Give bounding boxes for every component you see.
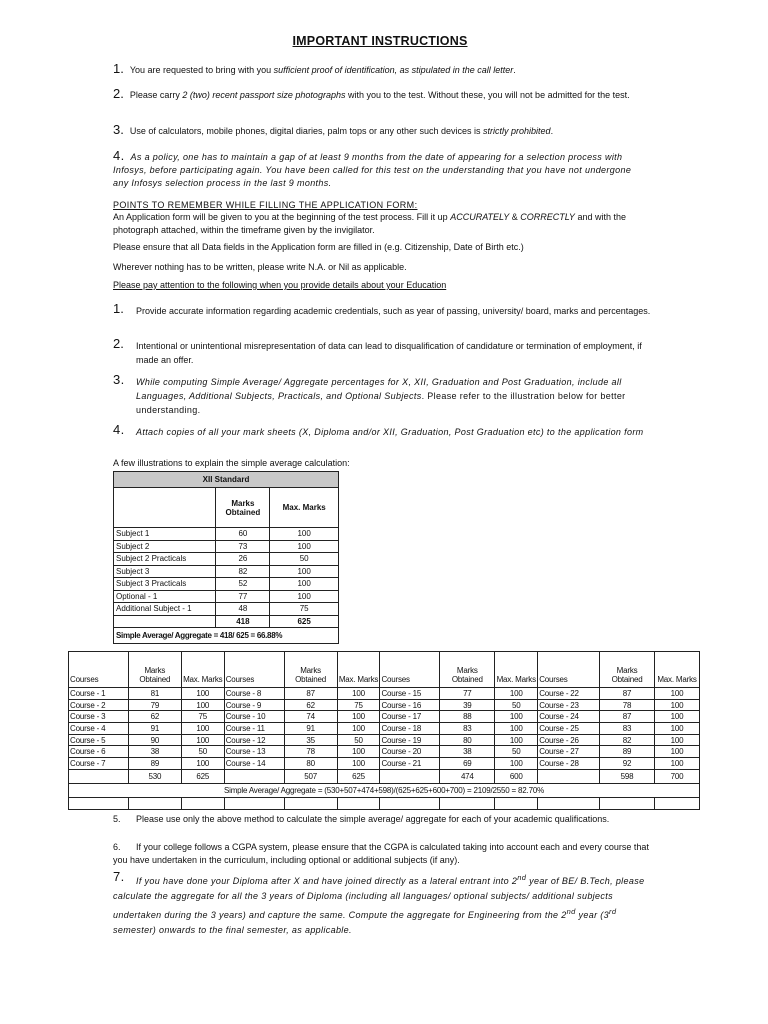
courses-aggregate-formula: Simple Average/ Aggregate = (530+507+474+598)/(625+625+600+700) = 2109/2550 = 82.70% bbox=[69, 783, 700, 797]
marks-obtained-cell: 78 bbox=[284, 746, 337, 758]
max-marks-cell: 100 bbox=[337, 723, 380, 735]
page-title: IMPORTANT INSTRUCTIONS bbox=[292, 34, 468, 48]
max-marks-cell: 100 bbox=[181, 758, 224, 770]
marks-obtained-cell: 77 bbox=[440, 688, 495, 700]
education-item-3: 3. While computing Simple Average/ Aggregate percentages for X, XII, Graduation and Post Graduation, include all Languages, Additional Subjects, Practicals, and Optional Subjects. Please refer to the illustration below for better understanding. bbox=[113, 372, 626, 415]
table-row: Additional Subject - 1 48 75 bbox=[114, 603, 339, 616]
course-name-cell: Course - 15 bbox=[380, 688, 440, 700]
instruction-4: 4. As a policy, one has to maintain a gap of at least 9 months from the date of appearing for a selection process with Infosys, before participating again. You have been called for this test on the understanding that you have not undergone any Infosys selection process in the last 9 months. bbox=[113, 148, 632, 188]
table-row bbox=[69, 723, 700, 735]
table-row bbox=[69, 711, 700, 723]
max-marks-cell: 50 bbox=[337, 734, 380, 746]
col-header-max: Max. Marks bbox=[270, 488, 339, 528]
form-line-1: An Application form will be given to you at the beginning of the test process. Fill it up ACCURATELY & CORRECTLY and with the photograph attached, within the timeframe given by the invigilator. bbox=[113, 212, 626, 235]
illustration-intro: A few illustrations to explain the simple average calculation: bbox=[113, 458, 350, 468]
course-name-cell: Course - 9 bbox=[224, 699, 284, 711]
marks-obtained-cell: 69 bbox=[440, 758, 495, 770]
table-row: Subject 2 Practicals 26 50 bbox=[114, 553, 339, 566]
max-marks-cell: 100 bbox=[495, 734, 538, 746]
max-marks-cell: 75 bbox=[337, 699, 380, 711]
max-marks-cell: 100 bbox=[655, 734, 700, 746]
form-line-3: Wherever nothing has to be written, please write N.A. or Nil as applicable. bbox=[113, 262, 407, 272]
max-marks-cell: 100 bbox=[655, 746, 700, 758]
max-marks-cell: 50 bbox=[495, 699, 538, 711]
note-5: 5. Please use only the above method to calculate the simple average/ aggregate for each of your academic qualifications. bbox=[113, 814, 610, 824]
marks-obtained-cell: 80 bbox=[284, 758, 337, 770]
marks-obtained-cell: 87 bbox=[600, 688, 655, 700]
course-name-cell: Course - 14 bbox=[224, 758, 284, 770]
marks-obtained-cell: 81 bbox=[128, 688, 181, 700]
marks-obtained-cell: 39 bbox=[440, 699, 495, 711]
max-marks-cell: 100 bbox=[181, 734, 224, 746]
max-marks-cell: 100 bbox=[337, 711, 380, 723]
max-marks-cell: 100 bbox=[337, 758, 380, 770]
course-name-cell: Course - 8 bbox=[224, 688, 284, 700]
marks-obtained-cell: 91 bbox=[128, 723, 181, 735]
table-row bbox=[69, 758, 700, 770]
max-marks-cell: 100 bbox=[655, 688, 700, 700]
xii-aggregate-formula: Simple Average/ Aggregate = 418/ 625 = 66.88% bbox=[114, 628, 339, 644]
max-marks-cell: 50 bbox=[181, 746, 224, 758]
instruction-number: 2. bbox=[113, 86, 124, 101]
instruction-3: 3. Use of calculators, mobile phones, digital diaries, palm tops or any other such devices is strictly prohibited. bbox=[113, 122, 554, 137]
instruction-number: 1. bbox=[113, 61, 124, 76]
marks-obtained-cell: 80 bbox=[440, 734, 495, 746]
course-name-cell: Course - 5 bbox=[69, 734, 129, 746]
xii-table-title: XII Standard bbox=[114, 472, 339, 488]
table-row bbox=[69, 746, 700, 758]
marks-obtained-cell: 92 bbox=[600, 758, 655, 770]
marks-obtained-cell: 87 bbox=[284, 688, 337, 700]
table-row bbox=[69, 734, 700, 746]
max-marks-cell: 100 bbox=[337, 688, 380, 700]
course-name-cell: Course - 19 bbox=[380, 734, 440, 746]
max-marks-cell: 100 bbox=[495, 723, 538, 735]
course-name-cell: Course - 2 bbox=[69, 699, 129, 711]
max-marks-cell: 100 bbox=[495, 688, 538, 700]
max-marks-cell: 50 bbox=[495, 746, 538, 758]
marks-obtained-cell: 62 bbox=[128, 711, 181, 723]
marks-obtained-cell: 35 bbox=[284, 734, 337, 746]
course-name-cell: Course - 25 bbox=[538, 723, 600, 735]
course-name-cell: Course - 4 bbox=[69, 723, 129, 735]
education-heading: Please pay attention to the following when you provide details about your Education bbox=[113, 280, 447, 290]
form-section-heading: POINTS TO REMEMBER WHILE FILLING THE APPLICATION FORM: bbox=[113, 200, 418, 210]
form-line-2: Please ensure that all Data fields in the Application form are filled in (e.g. Citizenship, Date of Birth etc.) bbox=[113, 242, 524, 252]
max-marks-cell: 100 bbox=[337, 746, 380, 758]
course-name-cell: Course - 23 bbox=[538, 699, 600, 711]
marks-obtained-cell: 74 bbox=[284, 711, 337, 723]
course-name-cell: Course - 18 bbox=[380, 723, 440, 735]
course-name-cell: Course - 3 bbox=[69, 711, 129, 723]
instruction-number: 4. bbox=[113, 148, 125, 163]
education-item-4: 4. Attach copies of all your mark sheets (X, Diploma and/or XII, Graduation, Post Graduation etc) to the application form bbox=[113, 422, 644, 437]
marks-obtained-cell: 83 bbox=[440, 723, 495, 735]
marks-obtained-cell: 90 bbox=[128, 734, 181, 746]
education-item-1: 1. Provide accurate information regarding academic credentials, such as year of passing, university/ board, marks and percentages. bbox=[113, 301, 651, 316]
max-marks-cell: 100 bbox=[495, 711, 538, 723]
marks-obtained-cell: 83 bbox=[600, 723, 655, 735]
course-name-cell: Course - 12 bbox=[224, 734, 284, 746]
course-name-cell: Course - 20 bbox=[380, 746, 440, 758]
marks-obtained-cell: 79 bbox=[128, 699, 181, 711]
marks-obtained-cell: 62 bbox=[284, 699, 337, 711]
max-marks-cell: 75 bbox=[181, 711, 224, 723]
table-row: Subject 3 82 100 bbox=[114, 565, 339, 578]
marks-obtained-cell: 91 bbox=[284, 723, 337, 735]
course-name-cell: Course - 17 bbox=[380, 711, 440, 723]
table-row: Subject 1 60 100 bbox=[114, 528, 339, 541]
courses-header-row: Courses Marks Obtained Max. Marks Courses Marks Obtained Max. Marks Courses Marks Obtained Max. Marks Courses Marks Obtained Max. Marks bbox=[69, 652, 700, 688]
max-marks-cell: 100 bbox=[655, 758, 700, 770]
marks-obtained-cell: 87 bbox=[600, 711, 655, 723]
course-name-cell: Course - 10 bbox=[224, 711, 284, 723]
table-row bbox=[69, 688, 700, 700]
course-name-cell: Course - 26 bbox=[538, 734, 600, 746]
marks-obtained-cell: 88 bbox=[440, 711, 495, 723]
instruction-2: 2. Please carry 2 (two) recent passport size photographs with you to the test. Without these, you will not be admitted for the test. bbox=[113, 86, 630, 101]
max-marks-cell: 100 bbox=[181, 699, 224, 711]
table-row bbox=[69, 699, 700, 711]
marks-obtained-cell: 78 bbox=[600, 699, 655, 711]
marks-obtained-cell: 89 bbox=[128, 758, 181, 770]
xii-standard-table bbox=[113, 471, 339, 644]
max-marks-cell: 100 bbox=[181, 688, 224, 700]
education-item-2: 2. Intentional or unintentional misrepresentation of data can lead to disqualification of candidature or termination of employment, if made an offer. bbox=[113, 336, 642, 365]
marks-obtained-cell: 38 bbox=[440, 746, 495, 758]
instruction-number: 3. bbox=[113, 122, 124, 137]
marks-obtained-cell: 82 bbox=[600, 734, 655, 746]
col-header-marks: Marks Obtained bbox=[216, 488, 270, 528]
course-name-cell: Course - 22 bbox=[538, 688, 600, 700]
table-row: Optional - 1 77 100 bbox=[114, 590, 339, 603]
totals-row: 530 625 507 625 474 600 598 700 bbox=[69, 769, 700, 783]
note-6: 6. If your college follows a CGPA system, please ensure that the CGPA is calculated taking into account each and every course that you have undertaken in the curriculum, including optional or additional subjects (if any). bbox=[113, 842, 649, 865]
max-marks-cell: 100 bbox=[655, 723, 700, 735]
course-name-cell: Course - 7 bbox=[69, 758, 129, 770]
max-marks-cell: 100 bbox=[495, 758, 538, 770]
courses-table bbox=[68, 651, 700, 810]
max-marks-cell: 100 bbox=[181, 723, 224, 735]
course-name-cell: Course - 24 bbox=[538, 711, 600, 723]
course-name-cell: Course - 16 bbox=[380, 699, 440, 711]
course-name-cell: Course - 27 bbox=[538, 746, 600, 758]
course-name-cell: Course - 21 bbox=[380, 758, 440, 770]
instruction-1: 1. You are requested to bring with you sufficient proof of identification, as stipulated in the call letter. bbox=[113, 61, 516, 76]
table-row: Subject 2 73 100 bbox=[114, 540, 339, 553]
course-name-cell: Course - 11 bbox=[224, 723, 284, 735]
totals-row: 418 625 bbox=[114, 615, 339, 628]
course-name-cell: Course - 28 bbox=[538, 758, 600, 770]
table-row: Subject 3 Practicals 52 100 bbox=[114, 578, 339, 591]
course-name-cell: Course - 6 bbox=[69, 746, 129, 758]
course-name-cell: Course - 13 bbox=[224, 746, 284, 758]
note-7: 7. If you have done your Diploma after X and have joined directly as a lateral entrant into 2nd year of BE/ B.Tech, please calculate the aggregate for all the 3 years of Diploma (including all languages/ optional subjects/ additional subjects undertaken during the 3 years) and capture the same. Compute the aggregate for Engineering from the 2nd year (3rd semester) onwards to the final semester, as applicable. bbox=[113, 869, 645, 935]
max-marks-cell: 100 bbox=[655, 711, 700, 723]
marks-obtained-cell: 38 bbox=[128, 746, 181, 758]
course-name-cell: Course - 1 bbox=[69, 688, 129, 700]
marks-obtained-cell: 89 bbox=[600, 746, 655, 758]
max-marks-cell: 100 bbox=[655, 699, 700, 711]
